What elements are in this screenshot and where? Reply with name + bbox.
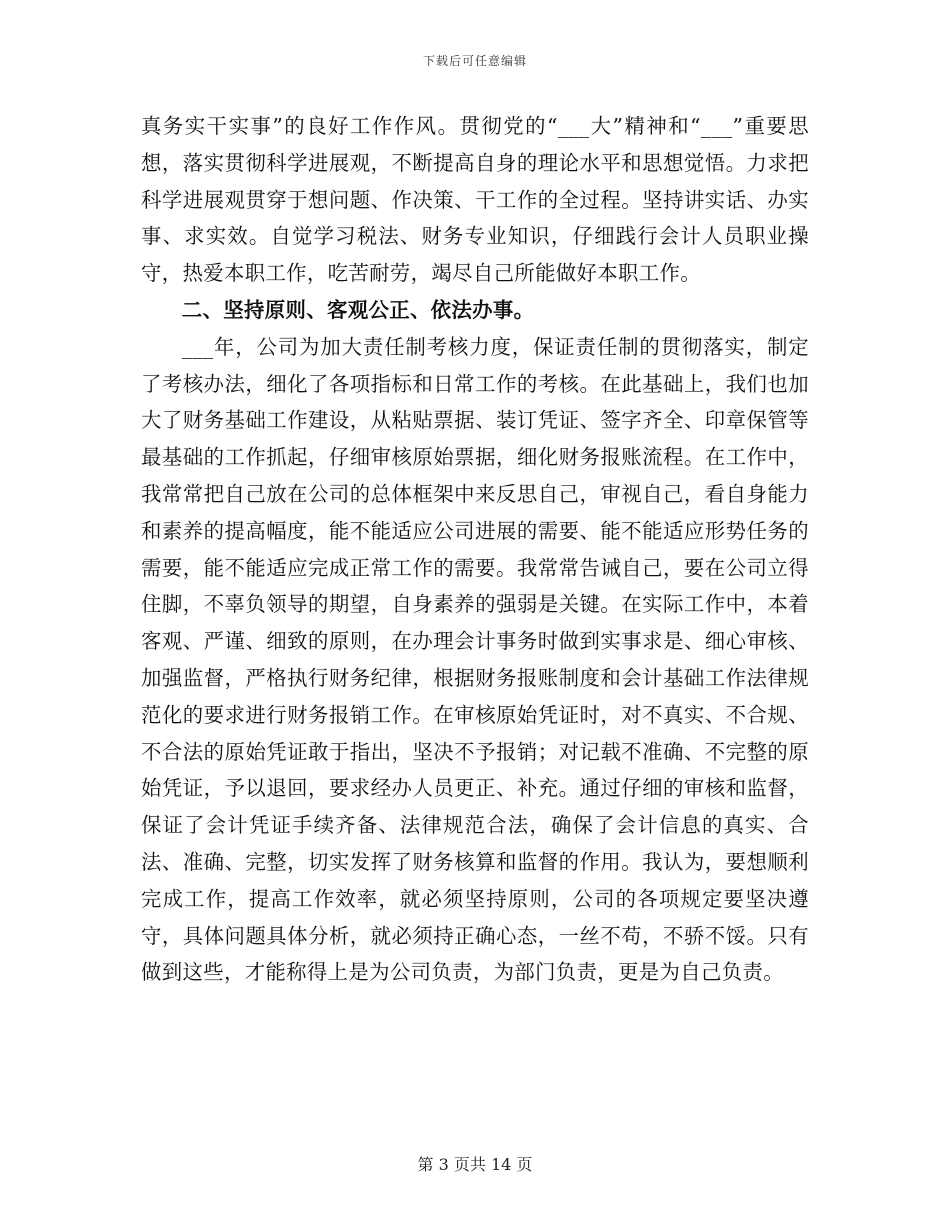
paragraph-continuation: 真务实干实事”的良好工作作风。贯彻党的“___大”精神和“___”重要思想，落实贯彻科学进展观，不断提高自身的理论水平和思想觉悟。力求把科学进展观贯穿于想问题、作决策、干工作的全过程。坚持讲实话、办实事、求实效。自觉学习税法、财务专业知识，仔细践行会计人员职业操守，热爱本职工作，吃苦耐劳，竭尽自己所能做好本职工作。 [141, 114, 809, 286]
page-header: 下载后可任意编辑 [422, 54, 527, 68]
page-number: 第 3 页共 14 页 [417, 1155, 533, 1174]
section-heading: 二、坚持原则、客观公正、依法办事。 [181, 297, 535, 322]
document-body [141, 108, 809, 991]
paragraph-body: ___年，公司为加大责任制考核力度，保证责任制的贯彻落实，制定了考核办法，细化了各项指标和日常工作的考核。在此基础上，我们也加大了财务基础工作建设，从粘贴票据、装订凭证、签字齐全、印章保管等最基础的工作抓起，仔细审核原始票据，细化财务报账流程。在工作中，我常常把自己放在公司的总体框架中来反思自己，审视自己，看自身能力和素养的提高幅度，能不能适应公司进展的需要、能不能适应形势任务的需要，能不能适应完成正常工作的需要。我常常告诫自己，要在公司立得住脚，不辜负领导的期望，自身素养的强弱是关键。在实际工作中，本着客观、严谨、细致的原则，在办理会计事务时做到实事求是、细心审核、加强监督，严格执行财务纪律，根据财务报账制度和会计基础工作法律规范化的要求进行财务报销工作。在审核原始凭证时，对不真实、不合规、不合法的原始凭证敢于指出，坚决不予报销；对记载不准确、不完整的原始凭证，予以退回，要求经办人员更正、补充。通过仔细的审核和监督，保证了会计凭证手续齐备、法律规范合法，确保了会计信息的真实、合法、准确、完整，切实发挥了财务核算和监督的作用。我认为，要想顺利完成工作，提高工作效率，就必须坚持原则，公司的各项规定要坚决遵守，具体问题具体分析，就必须持正确心态，一丝不苟，不骄不馁。只有做到这些，才能称得上是为公司负责，为部门负责，更是为自己负责。 [141, 334, 809, 985]
